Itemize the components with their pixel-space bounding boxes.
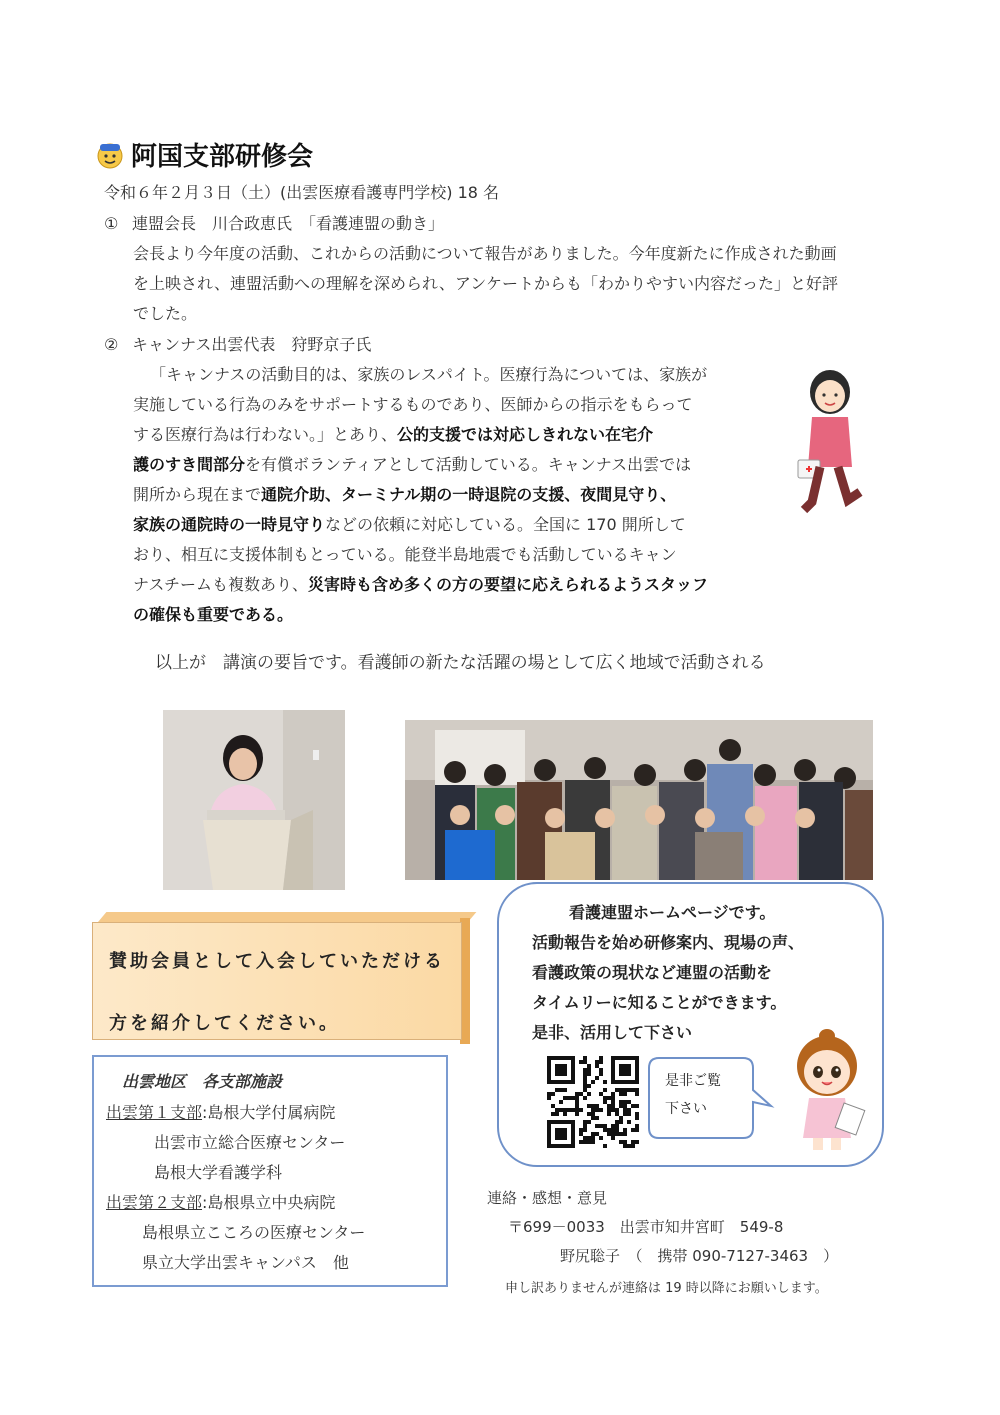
- item2-line-4a: 護のすき間部分: [133, 455, 246, 474]
- item1-number: ①: [104, 214, 119, 233]
- facilities-heading: 出雲地区 各支部施設: [122, 1072, 283, 1091]
- nurse-mascot: [787, 1024, 867, 1154]
- recruit-box: [92, 912, 462, 1040]
- page-title: [95, 136, 313, 173]
- item2-line-3b: 公的支援では対応しきれない在宅介: [397, 425, 654, 444]
- event-line: 令和６年２月３日（土）(出雲医療看護専門学校) 18 名: [104, 183, 500, 202]
- item2-heading: [104, 332, 371, 355]
- branch1-item-3: 島根大学看護学科: [154, 1163, 283, 1182]
- contact-note: 申し訳ありませんが連絡は 19 時以降にお願いします。: [505, 1281, 828, 1296]
- item1-body-2: を上映され、連盟活動への理解を深められ、アンケートからも「わかりやすい内容だった」と好評: [133, 274, 838, 293]
- homepage-line-1: 看護連盟ホームページです。: [569, 903, 776, 922]
- item2-line-8b: 災害時も含め多くの方の要望に応えられるようスタッフ: [308, 575, 709, 594]
- item2-heading-text: キャンナス出雲代表 狩野京子氏: [132, 335, 372, 354]
- item2-line-8a: ナスチームも複数あり、: [133, 575, 309, 594]
- item2-line-4: [133, 452, 691, 475]
- branch2-first: :島根県立中央病院: [202, 1193, 336, 1212]
- branch1-first: :島根大学付属病院: [202, 1103, 336, 1122]
- homepage-bubble: [497, 882, 884, 1167]
- item2-line-6a: 家族の通院時の一時見守り: [133, 515, 326, 534]
- item2-line-5: [133, 482, 676, 505]
- qr-code-icon[interactable]: [547, 1056, 639, 1148]
- item2-line-6b: などの依頼に対応している。全国に 170 開所して: [325, 515, 686, 534]
- item2-line-4b: を有償ボランティアとして活動している。キャンナス出雲では: [245, 455, 692, 474]
- item2-line-3: [133, 422, 653, 445]
- contact-heading: 連絡・感想・意見: [487, 1189, 608, 1207]
- branch2-item-2: 島根県立こころの医療センター: [142, 1223, 366, 1242]
- item1-body-1: 会長より今年度の活動、これからの活動について報告がありました。今年度新たに作成された動画: [133, 244, 837, 263]
- homepage-line-5: 是非、活用して下さい: [532, 1023, 693, 1042]
- recruit-box-face: [92, 922, 462, 1040]
- item2-line-9b: の確保も重要である。: [133, 605, 294, 624]
- homepage-line-3: 看護政策の現状など連盟の活動を: [532, 963, 773, 982]
- contact-address: 〒699－0033 出雲市知井宮町 549-8: [508, 1218, 784, 1236]
- homepage-line-2: 活動報告を始め研修案内、現場の声、: [532, 933, 805, 952]
- branch2-label: 出雲第２支部: [106, 1193, 203, 1212]
- item2-line-6: [133, 512, 686, 535]
- item2-line-3a: する医療行為は行わない。」とあり、: [133, 425, 398, 444]
- homepage-line-4: タイムリーに知ることができます。: [532, 993, 787, 1012]
- title-text: 阿国支部研修会: [131, 142, 314, 172]
- item2-number: ②: [104, 335, 119, 354]
- contact-person: 野尻聡子 （ 携帯 090-7127-3463 ）: [560, 1247, 839, 1265]
- speech-line-1: 是非ご覧: [665, 1073, 721, 1089]
- facilities-box: [92, 1055, 448, 1287]
- speaker-photo: [163, 710, 345, 890]
- item1-heading-text: 連盟会長 川合政恵氏 「看護連盟の動き」: [132, 214, 445, 233]
- branch1-label: 出雲第１支部: [106, 1103, 203, 1122]
- item2-line-7: おり、相互に支援体制もとっている。能登半島地震でも活動しているキャン: [133, 545, 677, 564]
- recruit-line-2: 方を紹介してください。: [109, 1013, 340, 1034]
- item2-line-2: 実施している行為のみをサポートするものであり、医師からの指示をもらって: [133, 395, 693, 414]
- nurse-illustration: [790, 362, 870, 522]
- item1-heading: [104, 211, 444, 234]
- item2-line-8: [133, 572, 708, 595]
- item2-line-9: [133, 602, 293, 625]
- item2-line-5b: 通院介助、ターミナル期の一時退院の支援、夜間見守り、: [261, 485, 677, 504]
- branch2-item-3: 県立大学出雲キャンパス 他: [142, 1253, 349, 1272]
- item2-line-1: 「キャンナスの活動目的は、家族のレスパイト。医療行為については、家族が: [150, 365, 708, 384]
- summary-line: 以上が 講演の要旨です。看護師の新たな活躍の場として広く地域で活動される: [155, 653, 766, 673]
- recruit-line-1: 賛助会員として入会していただける: [109, 951, 445, 972]
- group-photo: [405, 720, 873, 880]
- recruit-box-top: [98, 912, 476, 922]
- item2-line-5a: 開所から現在まで: [133, 485, 262, 504]
- speech-line-2: 下さい: [665, 1101, 707, 1117]
- branch1-item-2: 出雲市立総合医療センター: [154, 1133, 346, 1152]
- emoji-face-icon: [95, 140, 125, 170]
- item1-body-3: でした。: [133, 304, 198, 323]
- branch1-line: [106, 1100, 335, 1123]
- branch2-line: [106, 1190, 335, 1213]
